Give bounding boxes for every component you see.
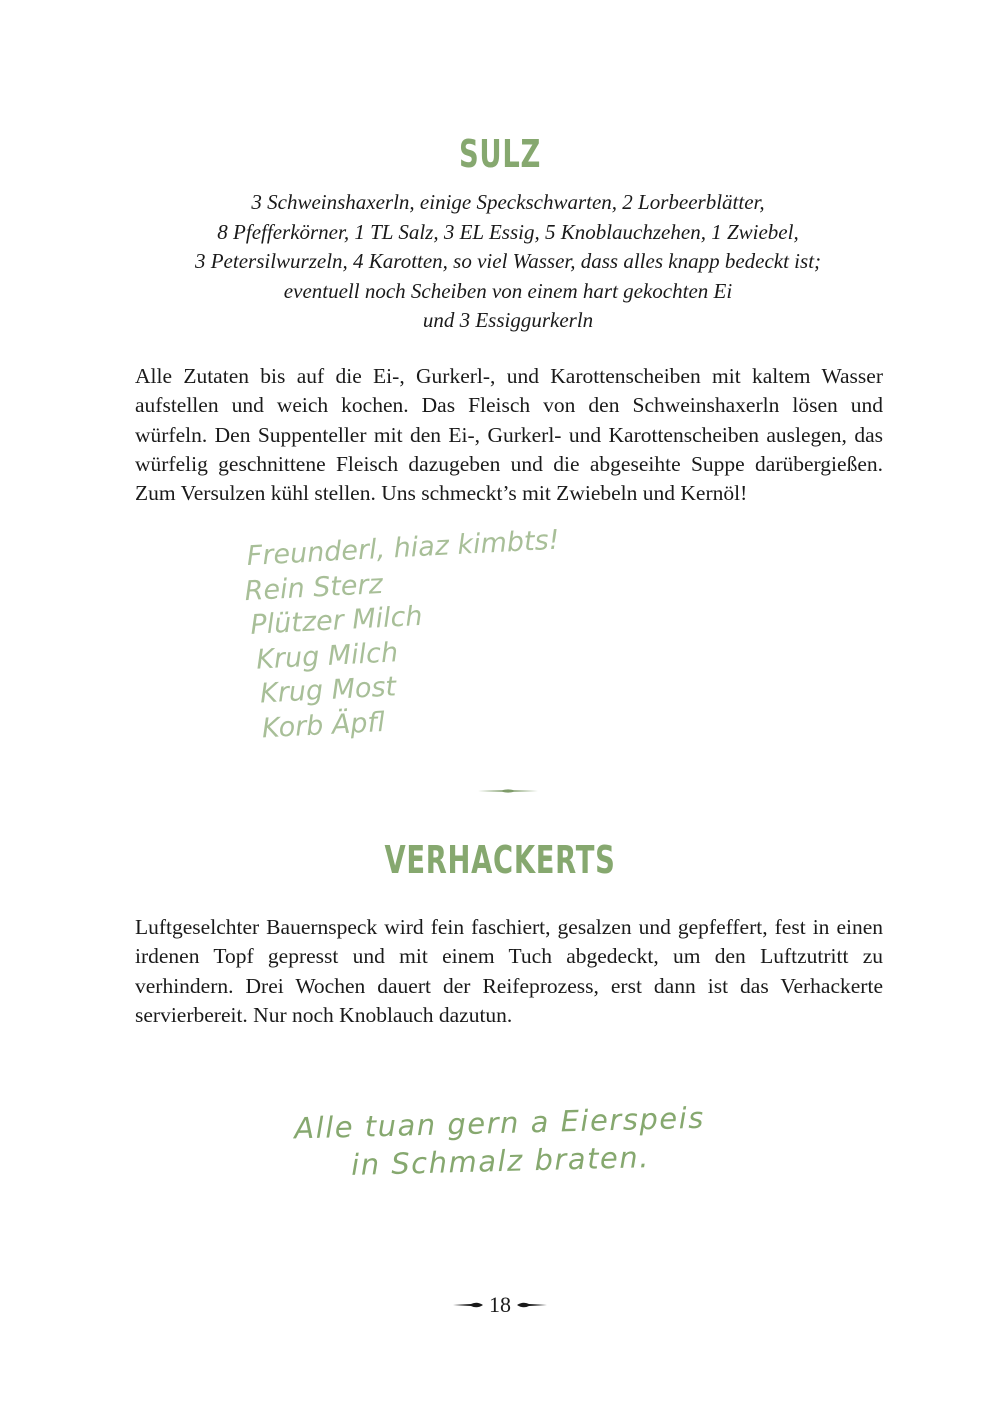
ingredient-line: 3 Petersilwurzeln, 4 Karotten, so viel Wasser, dass alles knapp bedeckt ist;	[194, 249, 822, 273]
page-footer	[0, 1290, 1000, 1320]
handwritten-quote	[0, 1091, 1000, 1193]
handwritten-list	[243, 524, 569, 747]
ornament-right-icon	[517, 1300, 547, 1310]
handwritten-line: Plützer Milch	[249, 600, 424, 641]
sulz-ingredients	[100, 188, 916, 336]
ornament-left-icon	[453, 1300, 483, 1310]
ingredient-line: eventuell noch Scheiben von einem hart gekochten Ei	[283, 278, 733, 303]
quote-line: Alle tuan gern a Eierspeis	[293, 1100, 706, 1146]
ingredient-line: und 3 Essiggurkerln	[422, 308, 594, 332]
handwritten-line: Freunderl, hiaz kimbts!	[246, 524, 561, 572]
recipe-title-sulz: SULZ	[458, 132, 542, 176]
ingredient-line: 3 Schweinshaxerln, einige Speckschwarten, 2 Lorbeerblätter,	[251, 190, 765, 214]
handwritten-line: Rein Sterz	[243, 568, 384, 607]
ingredient-line: 8 Pfefferkörner, 1 TL Salz, 3 EL Essig, 5 Knoblauchzehen, 1 Zwiebel,	[217, 219, 799, 244]
section-divider-ornament	[478, 786, 538, 796]
handwritten-line: Krug Most	[259, 671, 397, 710]
quote-line: in Schmalz braten.	[350, 1140, 651, 1182]
page-number: 18	[489, 1291, 511, 1317]
sulz-instructions: Alle Zutaten bis auf die Ei-, Gurkerl-, und Karottenscheiben mit kaltem Wasser aufstellen und weich kochen. Das Fleisch von den Schweinshaxerln lösen und würfeln. Den Suppenteller mit den Ei-, Gurkerl- und Karottenscheiben auslegen, das würfelig geschnittene Fleisch dazugeben und die abgeseihte Suppe darübergießen. Zum Versulzen kühl stellen. Uns schmeckt’s mit Zwiebeln und Kernöl!	[135, 364, 883, 506]
handwritten-line: Korb Äpfl	[261, 706, 386, 744]
verhackerts-instructions: Luftgeselchter Bauernspeck wird fein faschiert, gesalzen und gepfeffert, fest in einen irdenen Topf gepresst und mit einem Tuch abgedeckt, um den Luftzutritt zu verhindern. Drei Wochen dauert der Reifeprozess, erst dann ist das Verhackerte servierbereit. Nur noch Knoblauch dazutun.	[135, 915, 883, 1027]
handwritten-line: Krug Milch	[255, 636, 399, 676]
recipe-title-verhackerts: VERHACKERTS	[384, 838, 616, 882]
